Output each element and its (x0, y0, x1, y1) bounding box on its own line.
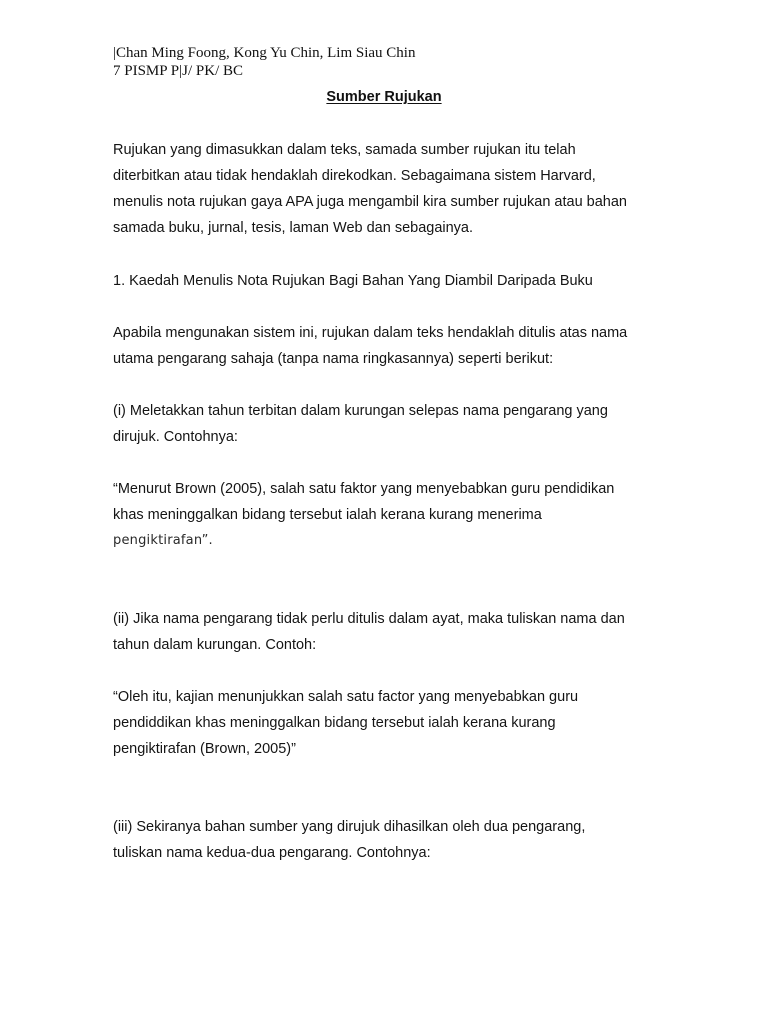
class-code-line: 7 PISMP P|J/ PK/ BC (113, 63, 244, 79)
paragraph-line: (ii) Jika nama pengarang tidak perlu ditulis dalam ayat, maka tuliskan nama dan (113, 611, 625, 627)
example-i-quote (113, 476, 673, 554)
quote-line: “Oleh itu, kajian menunjukkan salah satu factor yang menyebabkan guru (113, 689, 579, 705)
document-header (113, 44, 415, 80)
authors-line: |Chan Ming Foong, Kong Yu Chin, Lim Siau Chin (113, 45, 416, 61)
section-1-heading (113, 268, 673, 294)
paragraph-line: (iii) Sekiranya bahan sumber yang dirujuk dihasilkan oleh dua pengarang, (113, 819, 586, 835)
paragraph-line: samada buku, jurnal, tesis, laman Web dan sebagainya. (113, 220, 474, 236)
paragraph-line: Apabila mengunakan sistem ini, rujukan dalam teks hendaklah ditulis atas nama (113, 325, 628, 341)
paragraph-line: diterbitkan atau tidak hendaklah direkodkan. Sebagaimana sistem Harvard, (113, 168, 596, 184)
quote-line: “Menurut Brown (2005), salah satu faktor yang menyebabkan guru pendidikan (113, 481, 615, 497)
paragraph-line: menulis nota rujukan gaya APA juga mengambil kira sumber rujukan atau bahan (113, 194, 627, 210)
rule-ii-paragraph (113, 606, 673, 658)
example-ii-quote (113, 684, 673, 762)
paragraph-line: utama pengarang sahaja (tanpa nama ringkasannya) seperti berikut: (113, 351, 554, 367)
paragraph-line: dirujuk. Contohnya: (113, 429, 238, 445)
paragraph-line: Rujukan yang dimasukkan dalam teks, samada sumber rujukan itu telah (113, 142, 576, 158)
section-heading-text: 1. Kaedah Menulis Nota Rujukan Bagi Bahan Yang Diambil Daripada Buku (113, 273, 593, 289)
rule-iii-paragraph (113, 814, 673, 866)
quote-line: khas meninggalkan bidang tersebut ialah kerana kurang menerima (113, 507, 542, 523)
rule-i-paragraph (113, 398, 673, 450)
paragraph-line: tahun dalam kurungan. Contoh: (113, 637, 317, 653)
intro-paragraph (113, 137, 673, 241)
paragraph-line: tuliskan nama kedua-dua pengarang. Contohnya: (113, 845, 431, 861)
quote-line: pendiddikan khas meninggalkan bidang tersebut ialah kerana kurang (113, 715, 556, 731)
quote-line: pengiktirafan (Brown, 2005)” (113, 741, 296, 757)
quote-line: pengiktirafan”. (113, 533, 213, 548)
page-title: Sumber Rujukan (326, 89, 442, 105)
section-1-intro-paragraph (113, 320, 673, 372)
paragraph-line: (i) Meletakkan tahun terbitan dalam kurungan selepas nama pengarang yang (113, 403, 608, 419)
